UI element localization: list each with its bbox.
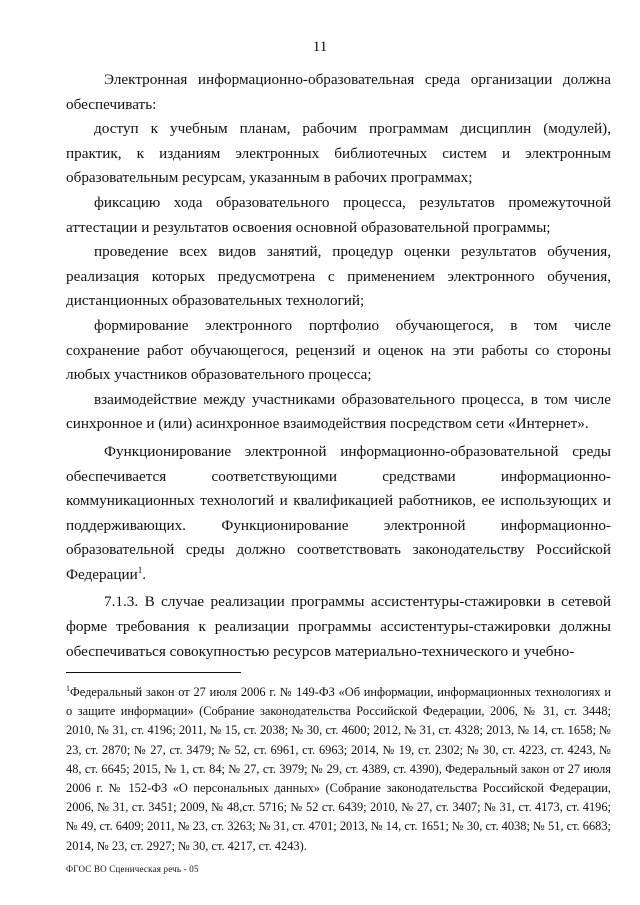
paragraph-7-1-3: 7.1.3. В случае реализации программы ассистентуры-стажировки в сетевой форме требования к реализации программы ассистентуры-стажировки должны обеспечиваться совокупностью ресурсов материально-технического и учебно- (66, 593, 611, 660)
document-footer-code: ФГОС ВО Сценическая речь - 05 (66, 864, 199, 874)
list-item-portfolio: формирование электронного портфолио обучающегося, в том числе сохранение работ обучающегося, рецензий и оценок на эти работы со стороны любых участников образовательного процесса; (66, 316, 611, 384)
footnote-text: Федеральный закон от 27 июля 2006 г. № 149-ФЗ «Об информации, информационных технологиях и о защите информации» (Собрание законодательства Российской Федерации, 2006, № 31, ст. 3448; 2010, № 31, ст. 4196; 2011, № 15, ст. 2038; № 30, ст. 4600; 2012, № 31, ст. 4328; 2013, № 14, ст. 1658; № 23, ст. 2870; № 27, ст. 3479; № 52, ст. 6961, ст. 6963; 2014, № 19, ст. 2302; № 30, ст. 4223, ст. 4243, № 48, ст. 6645; 2015, № 1, ст. 84; № 27, ст. 3979; № 29, ст. 4389, ст. 4390), Федеральный закон от 27 июля 2006 г. № 152-ФЗ «О персональных данных» (Собрание законодательства Российской Федерации, 2006, № 31, ст. 3451; 2009, № 48,ст. 5716; № 52 ст. 6439; 2010, № 27, ст. 3407; № 31, ст. 4173, ст. 4196; № 49, ст. 6409; 2011, № 23, ст. 3263; № 31, ст. 4701; 2013, № 14, ст. 1651; № 30, ст. 4038; № 51, ст. 6683; 2014, № 23, ст. 2927; № 30, ст. 4217, ст. 4243). (66, 685, 611, 853)
footnote-marker: 1 (66, 684, 70, 693)
footnote-reference: 1 (137, 564, 143, 575)
paragraph-functioning (66, 440, 611, 588)
list-item-classes: проведение всех видов занятий, процедур оценки результатов обучения, реализация которых предусмотрена с применением электронного обучения, дистанционных образовательных технологий; (66, 243, 611, 310)
paragraph-functioning-text: Функционирование электронной информационно-образовательной среды обеспечивается соответствующими средствами информационно-коммуникационных технологий и квалификацией работников, ее использующих и поддерживающих. Функционирование электронной информационно-образовательной среды должно соответствовать законодательству Российской Федерации (66, 442, 611, 583)
list-item-recording: фиксацию хода образовательного процесса, результатов промежуточной аттестации и результатов освоения основной образовательной программы; (66, 193, 611, 236)
main-text (66, 68, 611, 664)
footnote-separator (66, 672, 241, 673)
list-item-interaction: взаимодействие между участниками образовательного процесса, в том числе синхронное и (или) асинхронное взаимодействия посредством сети «Интернет». (66, 390, 611, 433)
page-number: 11 (312, 39, 328, 55)
list-item-access: доступ к учебным планам, рабочим программам дисциплин (модулей), практик, к изданиям электронных библиотечных систем и электронным образовательным ресурсам, указанным в рабочих программах; (66, 120, 611, 187)
footnote (66, 683, 611, 856)
paragraph-functioning-end: . (142, 565, 147, 583)
paragraph-eios-intro: Электронная информационно-образовательная среда организации должна обеспечивать: (66, 71, 611, 113)
